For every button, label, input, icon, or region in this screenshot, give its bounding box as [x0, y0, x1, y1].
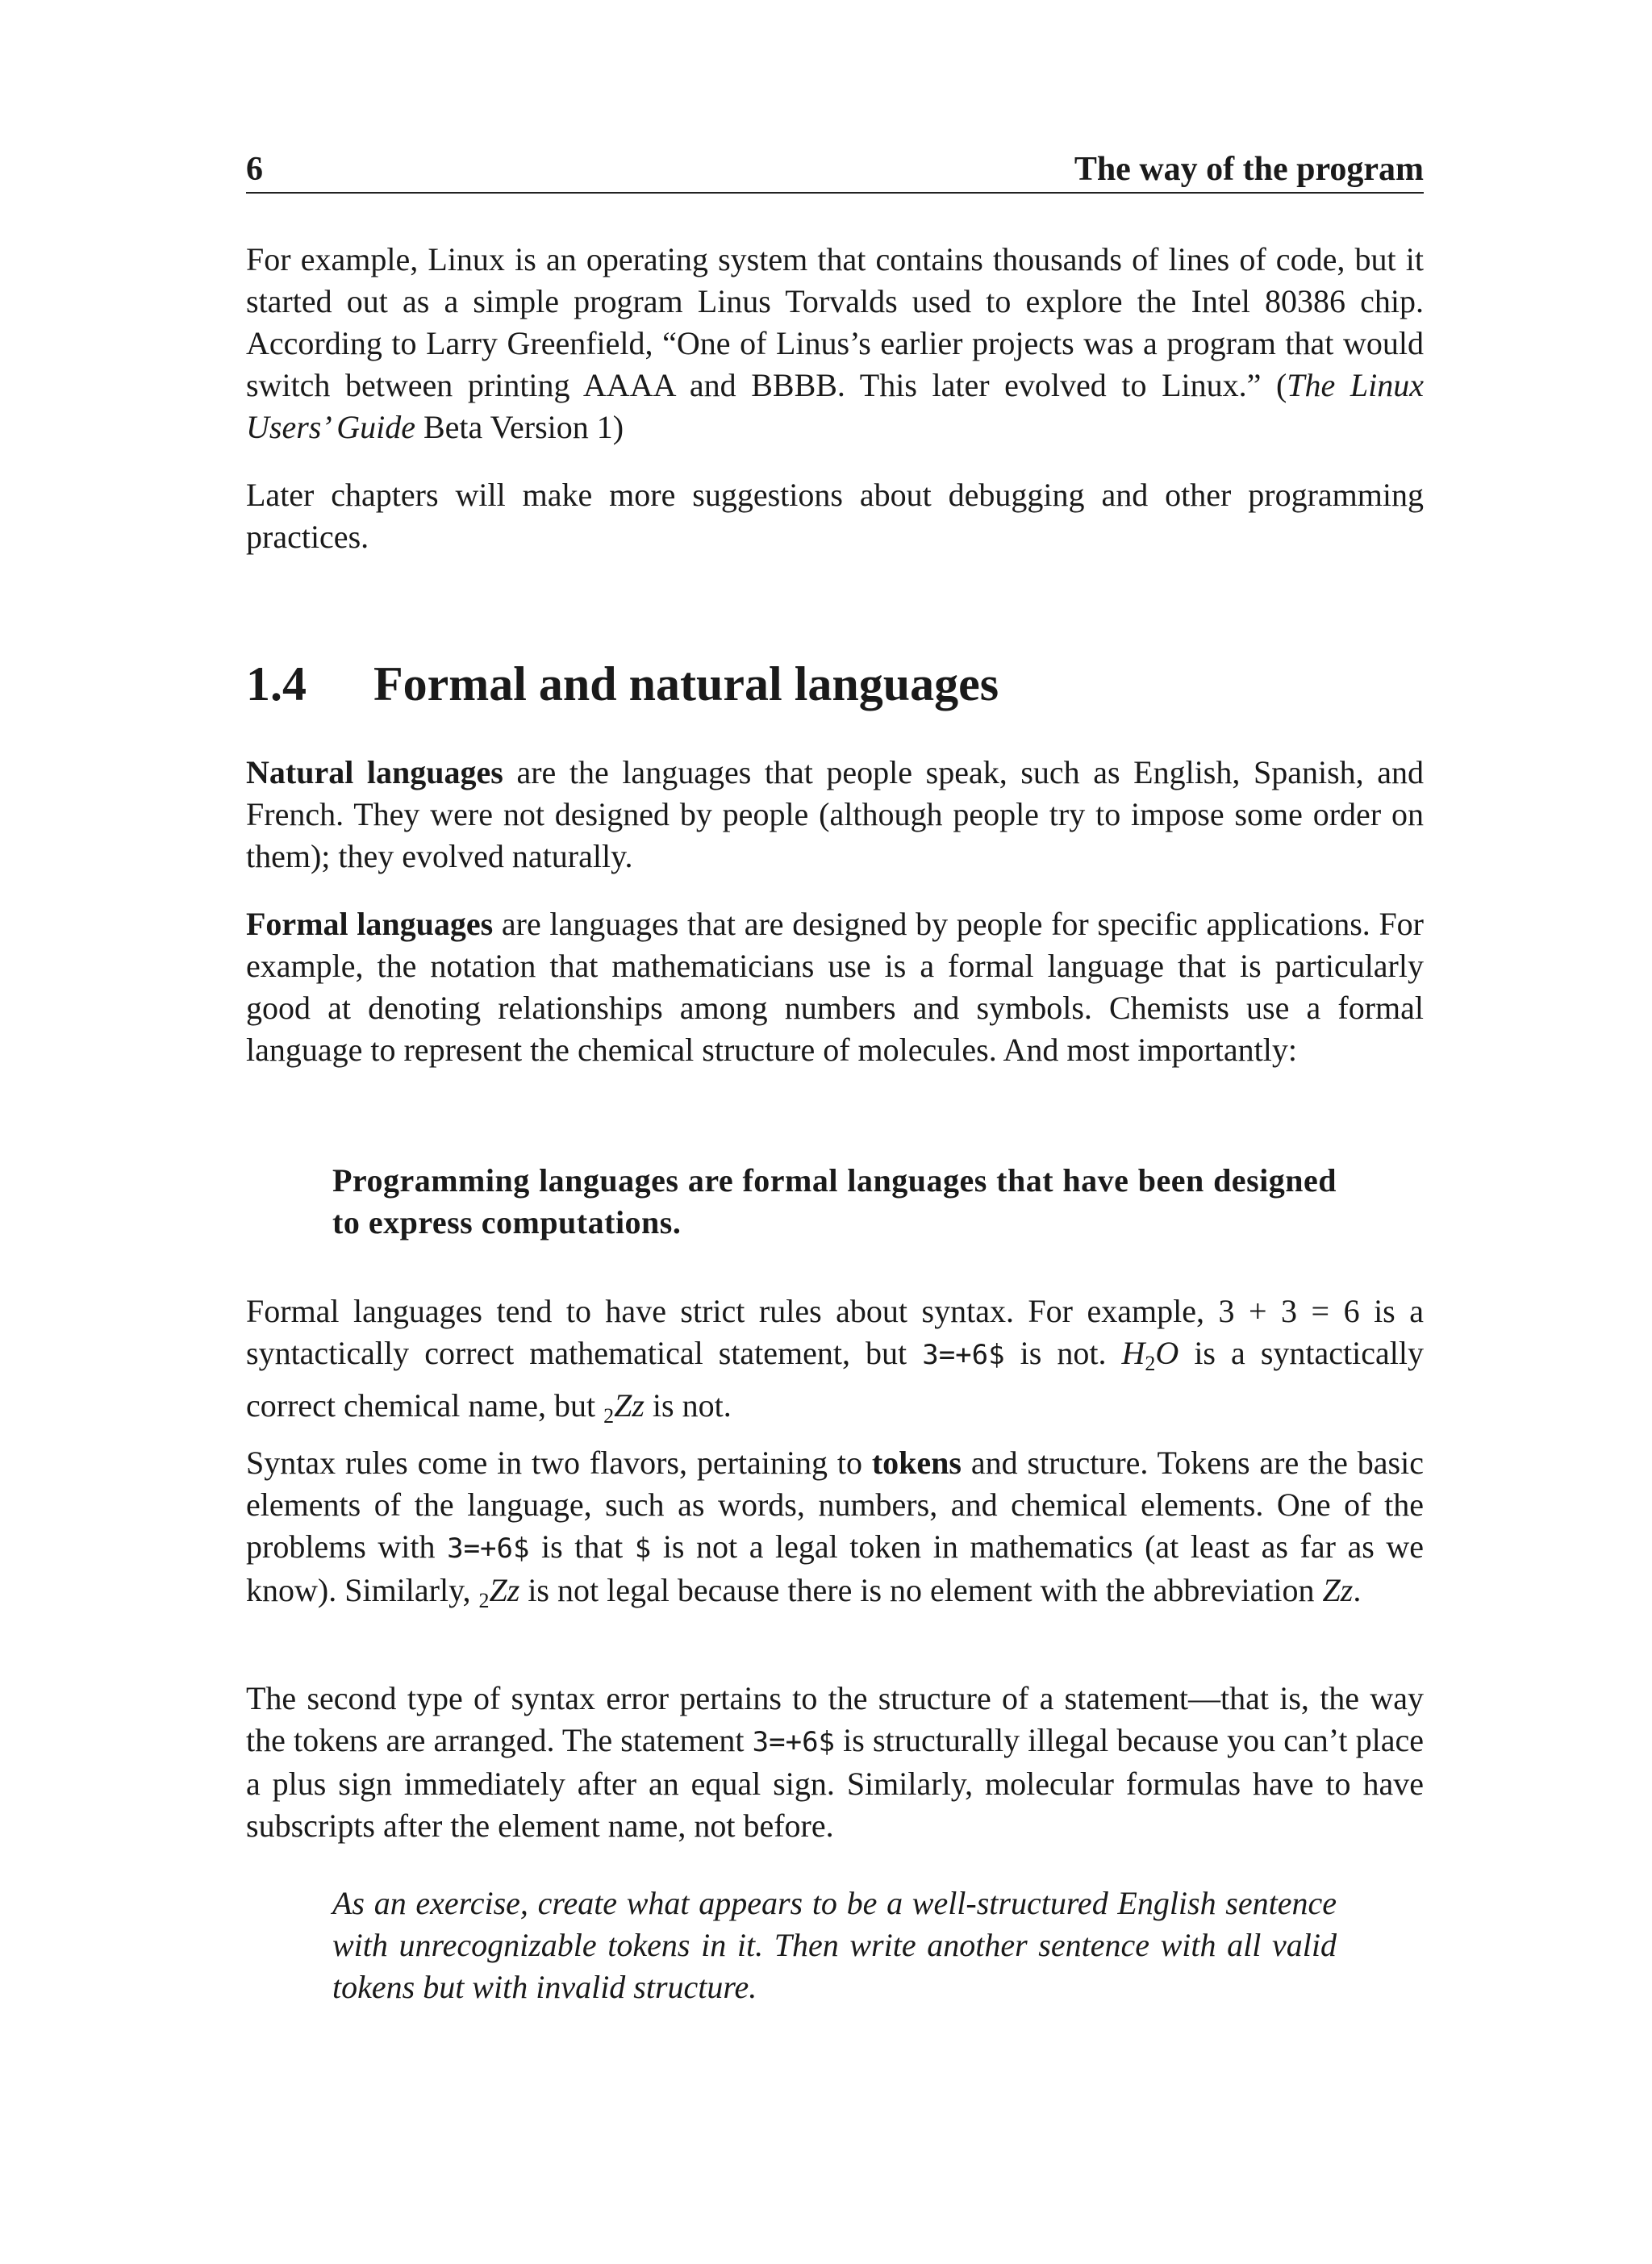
structure-paragraph: The second type of syntax error pertains to the structure of a statement—that is, the way the tokens are arranged. The statement 3=+6$ is structurally illegal because you can’t place a plus sign immediately after an equal sign. Similarly, molecular formulas have to have subscripts after the element name, not before. [246, 1680, 1425, 1844]
book-title: The Linux Users’ Guide [246, 367, 1424, 445]
exercise-text: As an exercise, create what appears to be a well-structured English sentence with unrecognizable tokens in it. Then write another sentence with all valid tokens but with invalid structure. [332, 1885, 1337, 2005]
element-abbreviation: Zz [1322, 1572, 1354, 1608]
running-header [246, 147, 1424, 194]
code-expression: 3=+6$ [752, 1726, 836, 1758]
syntax-paragraph: Formal languages tend to have strict rules about syntax. For example, 3 + 3 = 6 is a syntactically correct mathematical statement, but 3=+6$ is not. $H_2O$ is a syntactically correct chemical name, but $_2$Zz is not. [246, 1293, 1424, 1428]
intro-paragraph-linux: For example, Linux is an operating system that contains thousands of lines of code, but it started out as a simple program Linus Torvalds used to explore the Intel 80386 chip. According to Larry Greenfield, “One of Linus’s earlier projects was a program that would switch between printing AAAA and BBBB. This later evolved to Linux.” (The Linux Users’ Guide Beta Version 1) [246, 241, 1424, 445]
natural-languages-paragraph: Natural languages are the languages that people speak, such as English, Spanish, and French. They were not designed by people (although people try to impose some order on them); they evolved naturally. [246, 754, 1424, 874]
invalid-chemical: $_2$Zz [478, 1572, 520, 1612]
emphasis-statement: Programming languages are formal languages that have been designed to express computations. [332, 1162, 1337, 1240]
chemical-formula: $H_2O$ [1121, 1335, 1179, 1375]
section-heading [246, 652, 999, 716]
formal-languages-paragraph: Formal languages are languages that are designed by people for specific applications. For example, the notation that mathematicians use is a formal language that is particularly good at denoting relationships among numbers and symbols. Chemists use a formal language to represent the chemical structure of molecules. And most importantly: [246, 906, 1425, 1068]
page-number: 6 [246, 151, 263, 188]
chapter-title: The way of the program [1074, 151, 1424, 188]
term-formal-languages: Formal languages [246, 906, 494, 942]
term-natural-languages: Natural languages [246, 754, 503, 790]
term-tokens: tokens [871, 1445, 962, 1481]
section-number: 1.4 [246, 657, 307, 711]
tokens-paragraph: Syntax rules come in two flavors, pertaining to tokens and structure. Tokens are the basic elements of the language, such as words, numbers, and chemical elements. One of the problems with 3=+6$ is that $ is not a legal token in mathematics (at least as far as we know). Similarly, $_2$Zz is not legal because there is no element with the abbreviation Zz. [246, 1445, 1425, 1612]
code-dollar: $ [634, 1532, 652, 1565]
code-expression: 3=+6$ [922, 1339, 1005, 1371]
math-expression: 3 + 3 = 6 [1218, 1293, 1360, 1329]
intro-paragraph-later-chapters: Later chapters will make more suggestions about debugging and other programming practices. [246, 477, 1424, 555]
code-expression: 3=+6$ [447, 1532, 530, 1565]
section-title: Formal and natural languages [373, 657, 999, 711]
invalid-chemical: $_2$Zz [603, 1387, 645, 1428]
